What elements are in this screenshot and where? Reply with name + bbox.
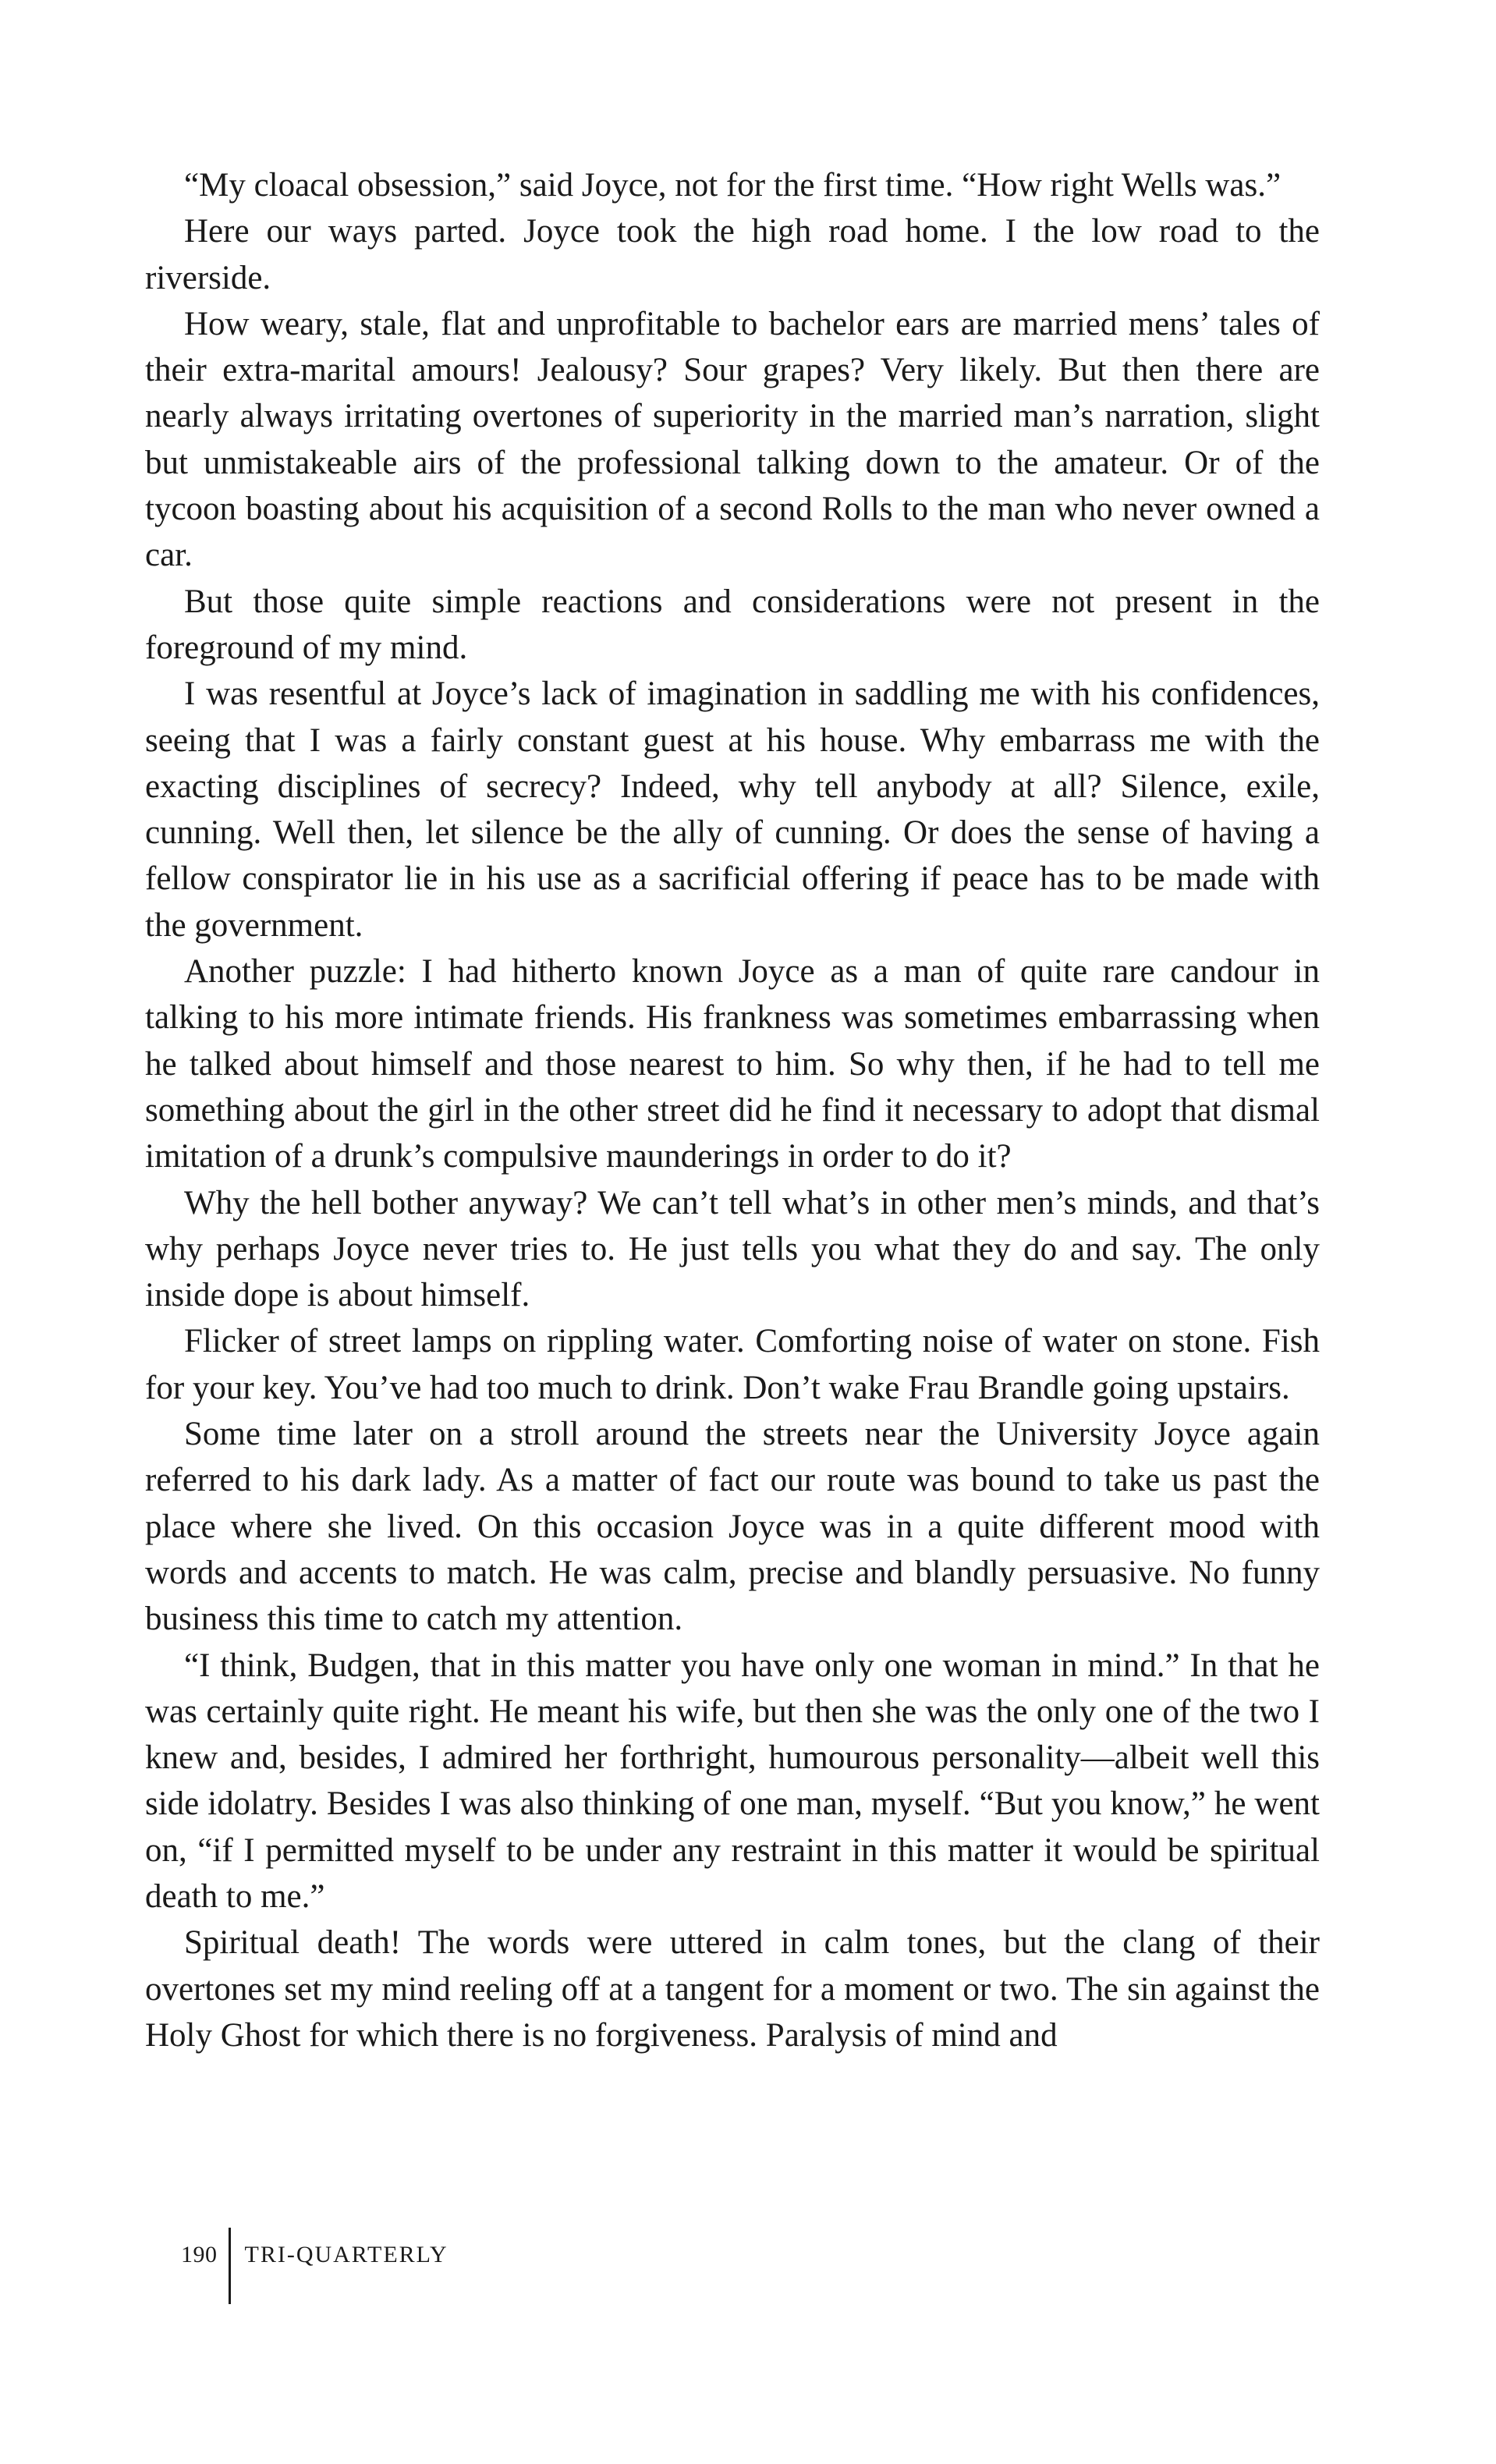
paragraph-6: Another puzzle: I had hitherto known Joyce as a man of quite rare candour in talking to his more intimate friends. His frankness was sometimes embarrassing when he talked about himself and those nearest to him. So why then, if he had to tell me something about the girl in the other street did he find it necessary to adopt that dismal imitation of a drunk’s compulsive maunderings in order to do it? <box>145 953 1320 1175</box>
page-number: 190 <box>181 2242 218 2267</box>
paragraph-2: Here our ways parted. Joyce took the high road home. I the low road to the riverside. <box>145 213 1320 296</box>
body-text <box>145 162 1320 2058</box>
paragraph-1: “My cloacal obsession,” said Joyce, not for the first time. “How right Wells was.” <box>184 167 1282 204</box>
paragraph-11: Spiritual death! The words were uttered in calm tones, but the clang of their overtones set my mind reeling off at a tangent for a moment or two. The sin against the Holy Ghost for which there is no forgiveness. Paralysis of mind and <box>145 1924 1320 2054</box>
paragraph-5: I was resentful at Joyce’s lack of imagination in saddling me with his confidences, seeing that I was a fairly constant guest at his house. Why embarrass me with the exacting disciplines of secrecy? Indeed, why tell anybody at all? Silence, exile, cunning. Well then, let silence be the ally of cunning. Or does the sense of having a fellow conspirator lie in his use as a sacrificial offering if peace has to be made with the government. <box>145 675 1320 944</box>
page-footer <box>181 2228 448 2304</box>
running-head: TRI-QUARTERLY <box>244 2242 448 2267</box>
paragraph-7: Why the hell bother anyway? We can’t tell what’s in other men’s minds, and that’s why perhaps Joyce never tries to. He just tells you what they do and say. The only inside dope is about himself. <box>145 1184 1320 1314</box>
paragraph-8: Flicker of street lamps on rippling water. Comforting noise of water on stone. Fish for your key. You’ve had too much to drink. Don’t wake Frau Brandle going upstairs. <box>145 1323 1320 1406</box>
footer-divider <box>229 2228 231 2304</box>
paragraph-3: How weary, stale, flat and unprofitable to bachelor ears are married mens’ tales of their extra-marital amours! Jealousy? Sour grapes? Very likely. But then there are nearly always irritating overtones of superiority in the married man’s narration, slight but unmistakeable airs of the professional talking down to the amateur. Or of the tycoon boasting about his acquisition of a second Rolls to the man who never owned a car. <box>145 305 1320 574</box>
paragraph-9: Some time later on a stroll around the streets near the University Joyce again referred to his dark lady. As a matter of fact our route was bound to take us past the place where she lived. On this occasion Joyce was in a quite different mood with words and accents to match. He was calm, precise and blandly persuasive. No funny business this time to catch my attention. <box>145 1416 1320 1638</box>
paragraph-10: “I think, Budgen, that in this matter you have only one woman in mind.” In that he was certainly quite right. He meant his wife, but then she was the only one of the two I knew and, besides, I admired her forthright, humourous personality—albeit well this side idolatry. Besides I was also thinking of one man, myself. “But you know,” he went on, “if I permitted myself to be under any restraint in this matter it would be spiritual death to me.” <box>145 1647 1320 1915</box>
paragraph-4: But those quite simple reactions and considerations were not present in the foreground of my mind. <box>145 583 1320 666</box>
